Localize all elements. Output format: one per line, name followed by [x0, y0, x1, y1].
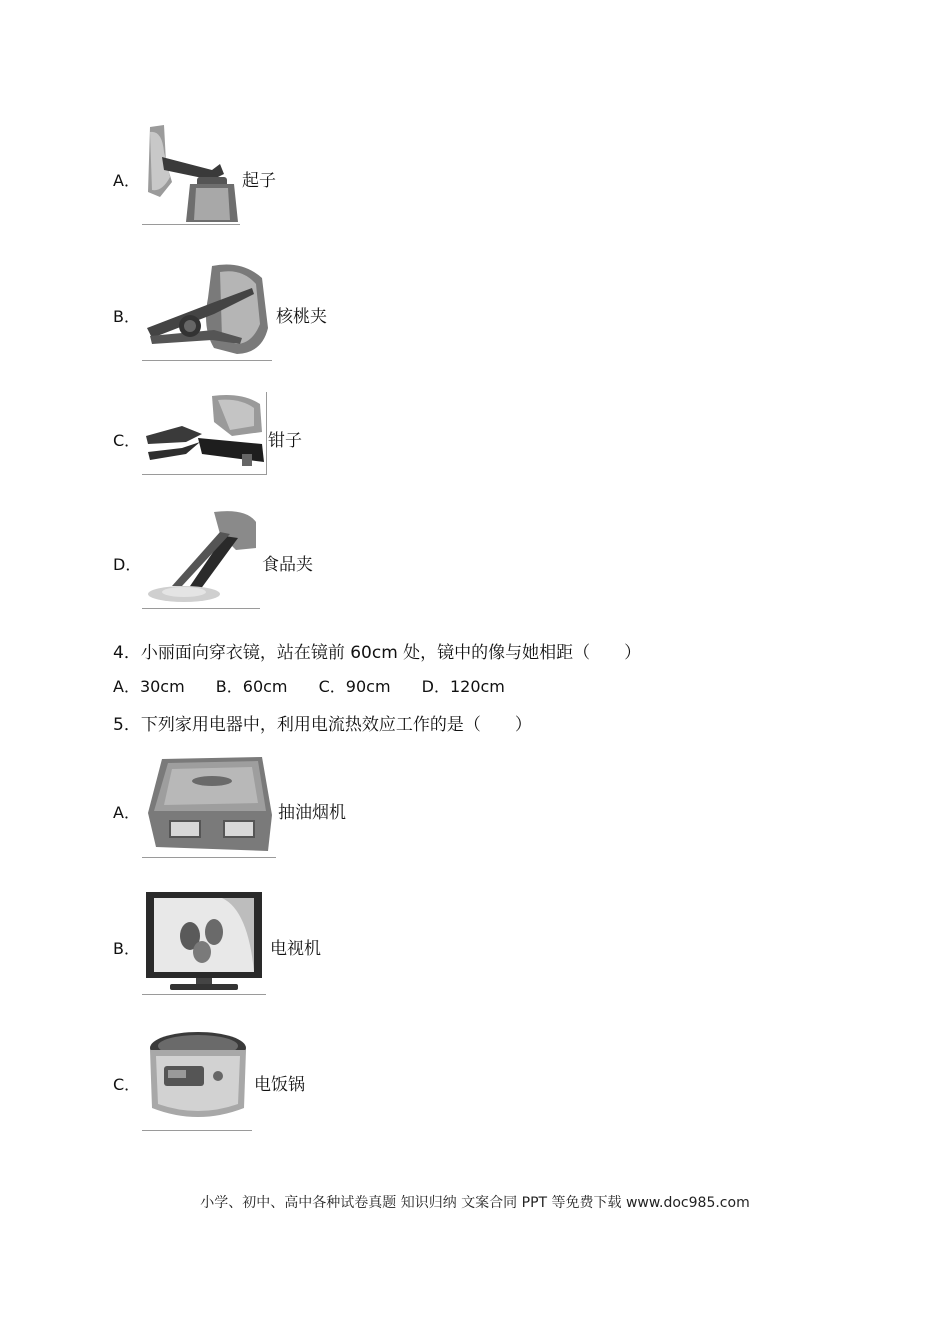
option-caption: 电饭锅 [254, 1075, 305, 1095]
choice-a: A．30cm [113, 677, 185, 696]
question-5-stem: 5．下列家用电器中，利用电流热效应工作的是（ ） [113, 715, 532, 735]
nutcracker-photo-icon [142, 258, 272, 361]
choice-c: C．90cm [318, 677, 391, 696]
option-caption: 钳子 [268, 431, 302, 451]
pliers-photo-icon [142, 392, 267, 475]
television-photo-icon [142, 890, 266, 995]
choice-b: B．60cm [215, 677, 288, 696]
option-caption: 电视机 [270, 939, 321, 959]
option-letter: A． [113, 171, 140, 190]
choice-d: D．120cm [421, 677, 505, 696]
option-letter: B． [113, 307, 140, 326]
option-letter: A． [113, 803, 140, 822]
question-4-stem: 4．小丽面向穿衣镜，站在镜前 60cm 处，镜中的像与她相距（ ） [113, 643, 642, 663]
question-4-choices [113, 674, 531, 697]
option-caption: 核桃夹 [276, 307, 327, 327]
range-hood-photo-icon [142, 755, 276, 858]
rice-cooker-photo-icon [142, 1026, 252, 1131]
option-letter: C． [113, 1075, 141, 1094]
bottle-opener-photo-icon [142, 122, 240, 225]
option-caption: 食品夹 [262, 555, 313, 575]
option-letter: B． [113, 939, 140, 958]
option-caption: 抽油烟机 [278, 803, 346, 823]
option-caption: 起子 [242, 171, 276, 191]
option-letter: D． [113, 555, 142, 574]
option-letter: C． [113, 431, 141, 450]
footer-text: 小学、初中、高中各种试卷真题 知识归纳 文案合同 PPT 等免费下载 www.doc985.com [200, 1195, 750, 1211]
food-tongs-photo-icon [142, 508, 260, 609]
